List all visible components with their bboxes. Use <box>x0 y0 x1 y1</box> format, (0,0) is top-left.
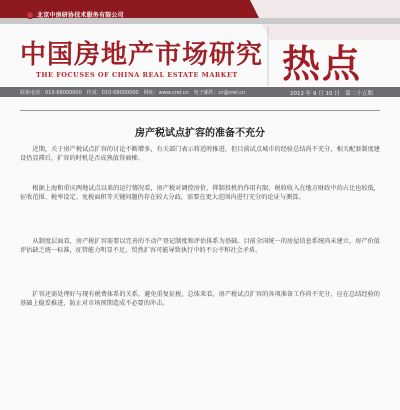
company-logo-icon <box>26 11 34 19</box>
article-title: 房产税试点扩容的准备不充分 <box>135 128 265 139</box>
article-paragraph: 从制度层面看，房产税扩容需要以完善的不动产登记制度和评估体系为基础。目前全国统一的房屋信息系统尚未建立，房产价值评估缺乏统一标准，征管能力明显不足，贸然扩容可能导致执行中的不公平和社会矛盾。 <box>20 238 380 254</box>
company-block <box>26 10 124 19</box>
contact-info: 联系电话：010-68000000 传真：010-68000000 网址：www.crei.cn 电子邮件：cr@crei.cn <box>20 90 246 96</box>
article-paragraph: 扩容还需处理好与现有税费体系的关系，避免重复征税。总体来看，房产税试点扩容的各项准备工作尚不充分，应在总结经验的基础上稳妥推进，防止对市场预期造成不必要的冲击。 <box>20 291 380 307</box>
section-hotspot-title: 热点 <box>282 41 363 86</box>
article-paragraph: 近期，关于房产税试点扩容的讨论不断增多，有关部门表示将适时推进，但目前试点城市的经验总结尚不充分，相关配套制度建设仍显滞后，扩容的时机是否成熟值得商榷。 <box>20 146 380 162</box>
divider <box>20 110 380 111</box>
issue-date: 2012 年 9 月 10 日 第二十五期 <box>290 91 373 97</box>
publication-title: 中国房地产市场研究 <box>20 40 264 70</box>
publication-subtitle-en: THE FOCUSES OF CHINA REAL ESTATE MARKET <box>36 71 238 79</box>
article-paragraph: 根据上海和重庆两地试点以来的运行情况看，房产税对调控房价、抑制投机的作用有限，税收收入在地方财政中的占比也较低，征收范围、税率设定、免税面积等关键问题仍存在较大分歧，需要在更大范围内进行充分的论证与测算。 <box>20 185 380 201</box>
masthead <box>0 0 400 96</box>
company-name: 北京中房研协技术服务有限公司 <box>37 12 124 19</box>
